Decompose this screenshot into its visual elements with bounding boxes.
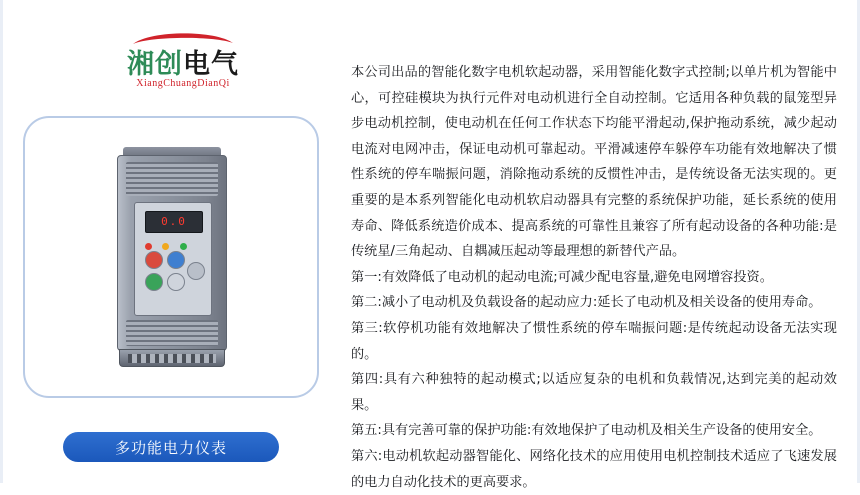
device-terminal-block [128,354,216,363]
device-base [119,349,225,367]
logo-pinyin-text: XiangChuangDianQi [136,78,230,89]
feature-item-6: 第六:电动机软起动器智能化、网络化技术的应用使用电机控制技术适应了飞速发展的电力自动化技术的更高要求。 [351,448,837,490]
key-enter [187,262,205,280]
left-column [3,0,343,483]
soft-starter-device [117,147,227,371]
device-bottom-vents [126,320,218,346]
key-set [167,251,185,269]
logo-chinese-text: 湘创电气 [127,49,239,80]
feature-item-3: 第三:软停机功能有效地解决了惯性系统的停车喘振问题:是传统起动设备无法实现的。 [351,320,837,362]
device-led-row [145,237,201,245]
feature-item-2: 第二:减小了电动机及负载设备的起动应力:延长了电动机及相关设备的使用寿命。 [351,295,822,311]
feature-item-4: 第四:具有六种独特的起动模式;以适应复杂的电机和负载情况,达到完美的起动效果。 [351,372,837,413]
feature-item-1: 第一:有效降低了电动机的起动电流;可减少配电容量,避免电网增容投资。 [351,269,773,285]
company-logo [113,28,253,100]
product-image-frame [23,116,319,398]
led-green-icon [180,243,187,250]
device-keypad [143,251,203,307]
multifunction-meter-button[interactable]: 多功能电力仪表 [63,432,279,462]
device-top-vents [126,162,218,196]
intro-paragraph: 本公司出品的智能化数字电机软起动器，采用智能化数字式控制;以单片机为智能中心，可控硅模块为执行元件对电动机进行全自动控制。它适用各种负载的鼠笼型异步电动机控制，使电动机在任何工作状态下均能平滑起动,保护拖动系统，减少起动电流对电网冲击，保证电动机可靠起动。平滑减速停车躲停车功能有效地解决了惯性系统的停车喘振问题，消除拖动系统的反惯性冲击，是传统设备无法实现的。更重要的是本系列智能化电动机软启动器具有完整的系统保护功能，延长系统的使用寿命、降低系统造价成本、提高系统的可靠性且兼容了所有起动设备的各种功能:是传统星/三角起动、自耦减压起动等最理想的新替代产品。 [351,65,837,260]
led-amber-icon [162,243,169,250]
led-red-icon [145,243,152,250]
key-reset [167,273,185,291]
key-run [145,273,163,291]
right-column [351,60,837,495]
key-stop [145,251,163,269]
device-body [117,155,227,351]
device-display: 0.0 [145,211,203,233]
device-control-panel [134,202,212,316]
feature-item-5: 第五:具有完善可靠的保护功能:有效地保护了电动机及相关生产设备的使用安全。 [351,423,822,439]
